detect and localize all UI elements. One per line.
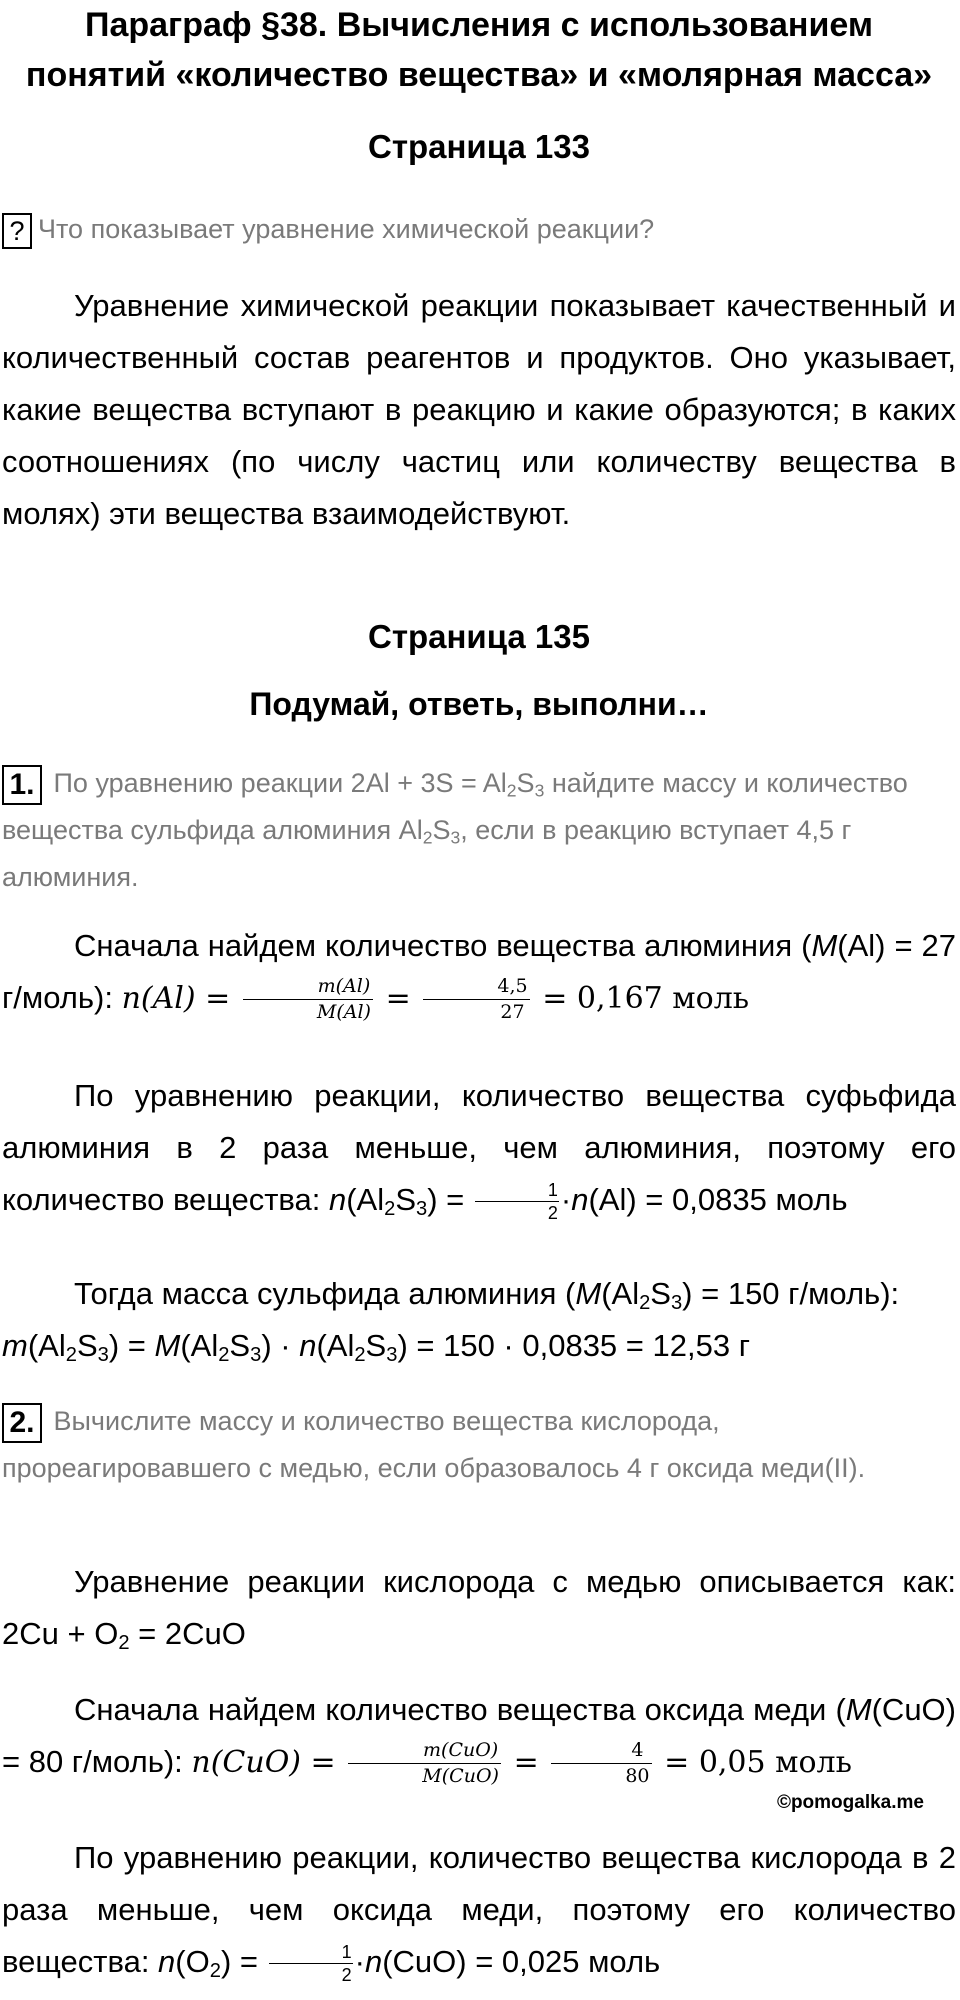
fraction-denominator: 2 (547, 1203, 558, 1224)
task-2-number: 2. (2, 1403, 42, 1443)
text: n (571, 1182, 589, 1217)
mass-formula: $m(Al_2S_3) = M(Al_2S_3) \cdot n(Al_2S_3) = 150 \cdot 0,0835 = 12,53$ г (2, 1328, 751, 1367)
question-0 (2, 206, 956, 253)
task-1-sub: 3 (534, 780, 545, 801)
text: (Al) = 0,0835 моль (588, 1182, 848, 1217)
text: · (560, 1182, 572, 1217)
subscript: 3 (416, 1198, 428, 1221)
text: По уравнению реакции, количество вещества суфьфида алюминия в 2 раза меньше, чем алюминия, поэтому его количество вещества: (2, 1078, 956, 1217)
page-135-heading: Страница 135 (368, 618, 590, 655)
text: По уравнению реакции, количество вещества кислорода в 2 раза меньше, чем оксида меди, поэтому его количество вещества: (2, 1840, 956, 1979)
solution-1-paragraph-2 (2, 1070, 956, 1226)
question-0-text: Что показывает уравнение химической реакции? (38, 214, 655, 244)
text: Сначала найдем количество вещества оксида меди ( (74, 1692, 846, 1727)
page-title (2, 0, 956, 100)
subscript: 2 (639, 1292, 651, 1315)
text: Уравнение реакции кислорода с медью описывается как: 2Cu + O (2, 1564, 956, 1651)
subscript: 2 (384, 1198, 396, 1221)
fraction-denominator: M(Al) (316, 1001, 371, 1024)
task-1-sub: 2 (506, 780, 517, 801)
equals: = (385, 981, 411, 1016)
text: M (811, 928, 838, 963)
fraction-numerator: m(CuO) (348, 1741, 501, 1764)
text: = 2CuO (129, 1616, 246, 1651)
solution-2-paragraph-3 (2, 1832, 956, 1988)
fraction-numerator: 1 (475, 1181, 559, 1202)
text: (O (175, 1944, 210, 1979)
fraction-denominator: 80 (625, 1765, 650, 1788)
solution-2-paragraph-2 (2, 1684, 956, 1789)
solution-2-paragraph-1 (2, 1556, 956, 1660)
text: ) = (220, 1944, 267, 1979)
math-lhs: n(Al) = (121, 981, 231, 1016)
fraction-denominator: M(CuO) (422, 1765, 499, 1788)
title-line-1: Параграф §38. Вычисления с использованием (85, 6, 873, 44)
subscript: 2 (118, 1632, 130, 1655)
fraction-m-over-M (243, 977, 373, 1022)
text: (Al (346, 1182, 385, 1217)
section-heading: Подумай, ответь, выполни… (249, 686, 709, 722)
task-2-text: Вычислите массу и количество вещества кислорода, прореагировавшего с медью, если образовалось 4 г оксида меди(II). (2, 1406, 866, 1483)
fraction-numerator: 1 (269, 1943, 353, 1964)
text: n (364, 1944, 383, 1979)
fraction-numerator: m(Al) (243, 977, 373, 1000)
text: (CuO) = 80 г/моль): (2, 1692, 956, 1779)
fraction-values (551, 1741, 651, 1786)
result: = 0,05 моль (664, 1745, 852, 1780)
text: ) = (427, 1182, 473, 1217)
answer-0: Уравнение химической реакции показывает качественный и количественный состав реагентов и продуктов. Оно указывает, какие вещества вступают в реакцию и какие образуются; в каких соотношениях (по числу частиц или количеству вещества в молях) эти вещества взаимодействуют. (2, 288, 956, 531)
watermark: ©pomogalka.me (776, 1792, 924, 1813)
math-lhs: n(CuO) = (191, 1745, 336, 1780)
solution-1-paragraph-1 (2, 920, 956, 1025)
fraction-denominator: 2 (341, 1965, 352, 1986)
task-1-number: 1. (2, 765, 42, 805)
task-1 (2, 760, 956, 901)
text: ) = 150 г/моль): (682, 1276, 900, 1311)
subscript: 2 (209, 1960, 221, 1983)
text: Сначала найдем количество вещества алюминия ( (74, 928, 812, 963)
fraction-numerator: 4,5 (423, 977, 529, 1000)
task-1-sub: 2 (422, 827, 433, 848)
text: M (575, 1276, 602, 1311)
page-133-heading: Страница 133 (368, 128, 590, 165)
task-2 (2, 1398, 956, 1492)
question-mark-box: ? (2, 213, 32, 249)
text: (Al) = 27 г/моль): (2, 928, 956, 1015)
text: S (650, 1276, 671, 1311)
text: (CuO) = 0,025 моль (382, 1944, 661, 1979)
text: Тогда масса сульфида алюминия ( (74, 1276, 576, 1311)
fraction-half (269, 1943, 353, 1984)
text: M (845, 1692, 872, 1727)
task-1-sub: 3 (450, 827, 461, 848)
fraction-m-over-M (348, 1741, 501, 1786)
task-1-text-d: S (432, 815, 451, 845)
text: n (328, 1182, 347, 1217)
title-line-2: понятий «количество вещества» и «молярная масса» (25, 56, 933, 94)
result: = 0,167 моль (542, 981, 750, 1016)
subscript: 3 (670, 1292, 683, 1315)
solution-1-paragraph-3 (2, 1268, 956, 1320)
solution-1-mass-line (2, 1320, 956, 1372)
text: · (354, 1944, 365, 1979)
equals: = (513, 1745, 539, 1780)
text: n (158, 1944, 176, 1979)
task-1-text-a: По уравнению реакции 2Al + 3S = Al (53, 768, 507, 798)
task-1-text-b: S (516, 768, 535, 798)
text: (Al (601, 1276, 640, 1311)
fraction-numerator: 4 (551, 1741, 651, 1764)
task-1-text-c: найдите массу и количество вещества сульфида алюминия Al (2, 768, 908, 845)
fraction-values (423, 977, 529, 1022)
fraction-denominator: 27 (500, 1001, 525, 1024)
task-1-text-e: , если в реакцию вступает 4,5 г алюминия. (2, 815, 852, 892)
text: S (395, 1182, 417, 1217)
fraction-half (475, 1181, 559, 1222)
